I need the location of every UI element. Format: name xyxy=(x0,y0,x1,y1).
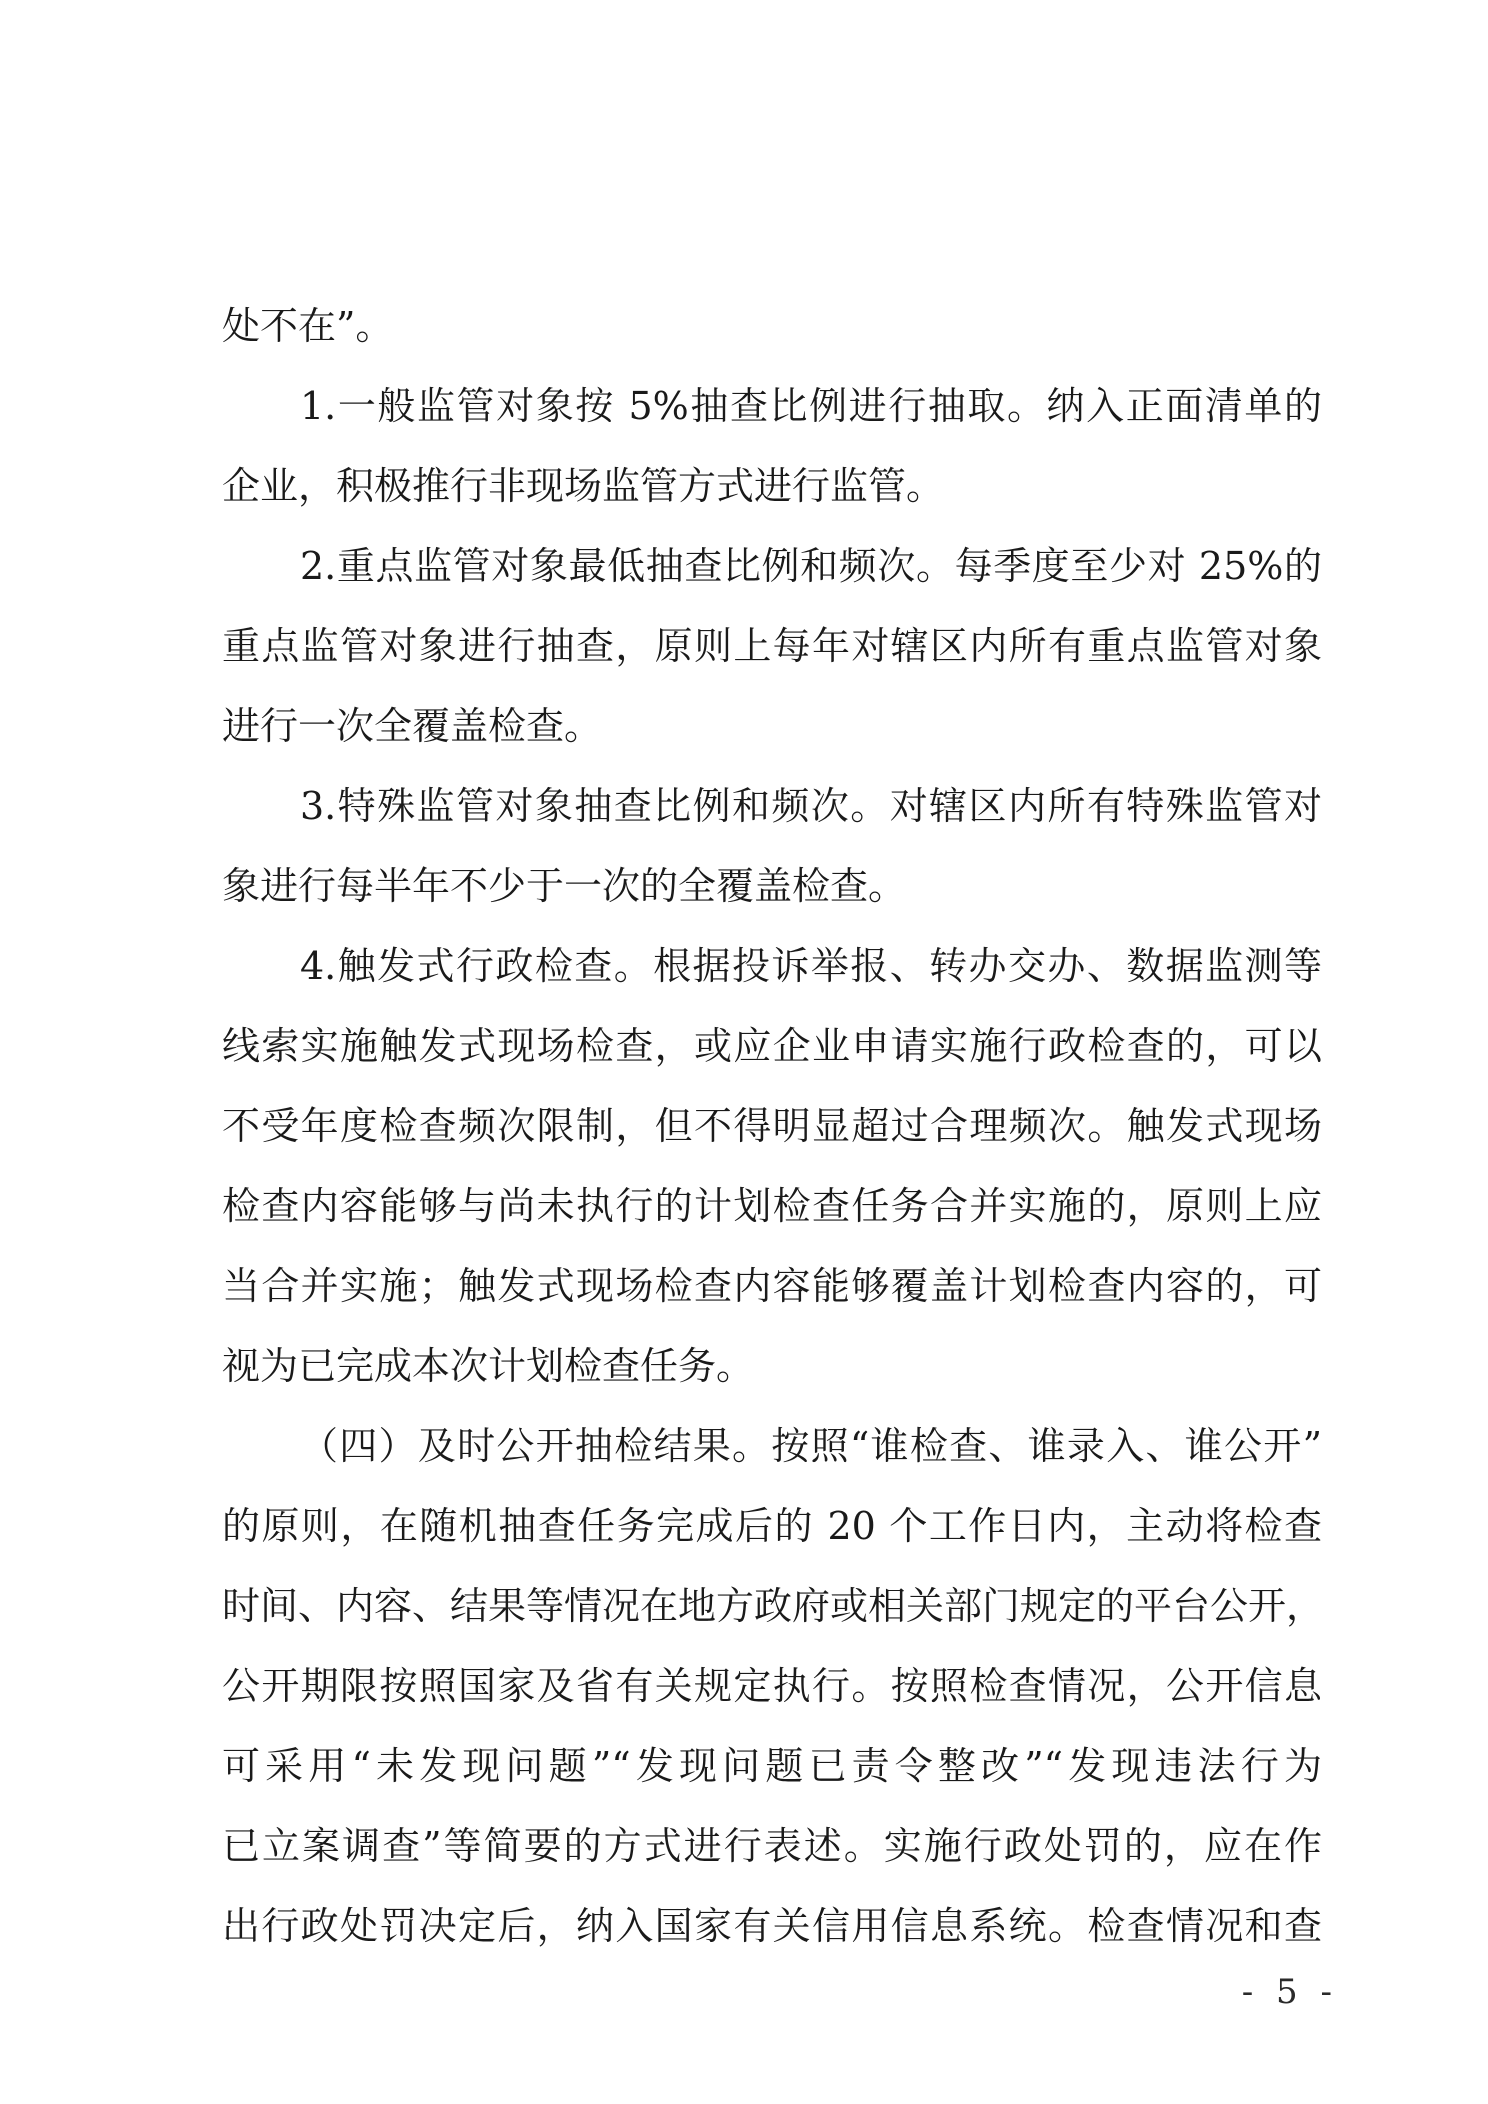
text-line: 视为已完成本次计划检查任务。 xyxy=(222,1344,755,1388)
text-line: 线索实施触发式现场检查，或应企业申请实施行政检查的，可以 xyxy=(222,1024,1322,1068)
text-line: 不受年度检查频次限制，但不得明显超过合理频次。触发式现场 xyxy=(222,1104,1322,1148)
text-line: 企业，积极推行非现场监管方式进行监管。 xyxy=(222,464,945,508)
body-text xyxy=(222,286,1325,1966)
text-line: 4.触发式行政检查。根据投诉举报、转办交办、数据监测等 xyxy=(300,944,1322,988)
text-line: 2.重点监管对象最低抽查比例和频次。每季度至少对 25%的 xyxy=(300,544,1322,588)
text-line: 可采用“未发现问题”“发现问题已责令整改”“发现违法行为 xyxy=(222,1744,1322,1788)
text-line: 时间、内容、结果等情况在地方政府或相关部门规定的平台公开， xyxy=(222,1584,1325,1628)
text-line: 象进行每半年不少于一次的全覆盖检查。 xyxy=(222,864,907,908)
text-line: 公开期限按照国家及省有关规定执行。按照检查情况，公开信息 xyxy=(222,1664,1322,1708)
text-line: 的原则，在随机抽查任务完成后的 20 个工作日内，主动将检查 xyxy=(222,1504,1322,1548)
text-line: （四）及时公开抽检结果。按照“谁检查、谁录入、谁公开” xyxy=(300,1424,1322,1468)
text-line: 当合并实施；触发式现场检查内容能够覆盖计划检查内容的，可 xyxy=(222,1264,1322,1308)
text-line: 进行一次全覆盖检查。 xyxy=(222,704,603,748)
text-line: 1.一般监管对象按 5%抽查比例进行抽取。纳入正面清单的 xyxy=(300,384,1322,428)
text-line: 出行政处罚决定后，纳入国家有关信用信息系统。检查情况和查 xyxy=(222,1904,1322,1948)
text-line: 已立案调查”等简要的方式进行表述。实施行政处罚的，应在作 xyxy=(222,1824,1322,1868)
text-line: 3.特殊监管对象抽查比例和频次。对辖区内所有特殊监管对 xyxy=(300,784,1322,828)
page-number: - 5 - xyxy=(1241,1972,1338,2012)
text-line: 处不在”。 xyxy=(222,304,394,348)
text-line: 检查内容能够与尚未执行的计划检查任务合并实施的，原则上应 xyxy=(222,1184,1322,1228)
text-line: 重点监管对象进行抽查，原则上每年对辖区内所有重点监管对象 xyxy=(222,624,1322,668)
